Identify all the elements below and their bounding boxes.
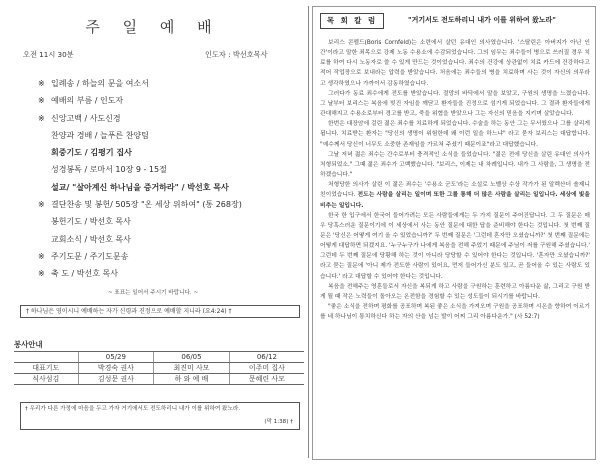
standing-mark: ※ [38, 96, 45, 106]
list-item [38, 235, 300, 252]
list-item [38, 217, 300, 234]
service-cell: 박경숙 권사 [78, 363, 154, 374]
list-item [38, 269, 300, 286]
standing-mark: ※ [38, 251, 45, 261]
column-paragraph-text: 그러다가 동료 죄수에게 전도를 받았습니다. 절망의 바닥에서 말을 보았고, 구원의 생명을 느꼈습니다. 그 날부터 보리스는 복음에 빚진 자임을 깨닫고 환자들을 진정으로 섬기게 되었습니다. 그 결과 환자들에게 관대해지고 수용소로부터 경고를 받고, 죽을 위협을 받았으나 그는 자신의 믿음을 지키며 살았습니다. [320, 90, 590, 118]
order-item-text: 예배의 부름 / 인도자 [51, 96, 124, 106]
order-item-text: 교회소식 / 박선호 목사 [51, 234, 131, 244]
order-item-text: 입례송 / 하늘의 문을 여소서 [51, 79, 149, 88]
list-item [38, 200, 300, 217]
column-paragraph-text: 복음을 전해주는 영혼들로서 자신을 복되게 하고 사람을 구원하는 훈련하고 아름다운 삶, 그리고 구원 받게 될 때 작은 노력들이 돌아오는 온전함을 경험할 수 있는 성도들이 되시기를 바랍니다. [320, 283, 590, 300]
column-paragraph [320, 38, 590, 89]
order-item-text: 결단찬송 및 봉헌/ 505장 "온 세상 위하여" (통 268장) [51, 200, 242, 210]
standing-mark: ※ [38, 200, 45, 210]
order-item-text: 신앙고백 / 사도신경 [51, 113, 121, 123]
scripture-reference: (막 1:38) † [264, 418, 293, 425]
service-header-cell: 06/05 [154, 352, 230, 363]
column-paragraph-text: 처형당한 의사가 살린 이 젊은 죄수는 '수용소 군도'라는 소설로 노벨상 수상 작가가 된 알렉산더 솔제니친이었습니다. [320, 182, 590, 199]
scripture-box [20, 402, 300, 430]
order-item-text: 주기도문 / 주기도문송 [51, 251, 129, 261]
service-header-cell: 05/29 [78, 352, 154, 363]
service-cell: 김성문 권사 [78, 374, 154, 385]
list-item [38, 252, 300, 269]
list-item [38, 79, 300, 96]
list-item [38, 165, 300, 182]
standing-note: ~ 표표는 일어서 주시기 바랍니다. ~ [107, 290, 199, 296]
standing-mark: ※ [38, 269, 45, 279]
verse-box: † 하나님은 영이시니 예배하는 자가 신령과 진정으로 예배할 지니라 (요4:24) † [20, 305, 300, 318]
list-item [38, 96, 300, 113]
column-paragraph [320, 302, 590, 322]
column-paragraph-text: 한번은 대장암에 걸린 젊은 죄수를 치료하게 되었습니다. 수술을 하는 동안 그는 무서웠으나 그를 살리게 됩니다. 치료받는 환자는 "당신의 생명이 위험한데 왜 이런 일을 하느냐" 라고 묻자 보리스는 대답합니다. "예수께서 당신이 너무도 소중한 존재임을 가르쳐 주셨기 때문이죠"라고 대답했습니다. [320, 121, 590, 148]
service-leader: 인도자 : 박선호목사 [205, 50, 268, 59]
service-header-cell: 06/12 [229, 352, 304, 363]
column-paragraph-text: "좋은 소식을 전하며 평화를 공포하며 복된 좋은 소식을 가져오며 구원을 공포하며 시온을 향하여 이르기를 네 하나님이 통치하신다 하는 자의 산을 넘는 발이 어찌 그리 아름다운가." (사 52:7) [320, 304, 590, 321]
column-body [320, 38, 590, 322]
service-cell: 대표기도 [14, 363, 78, 374]
column-paragraph [320, 180, 590, 210]
standing-mark: ※ [38, 113, 45, 123]
column-paragraph [320, 211, 590, 282]
order-item-text: 축 도 / 박선호 목사 [51, 269, 118, 279]
column-paragraph-text: 한국 한 입구에서 한국어 들어가려는 모든 사람들에게는 두 가지 질문이 주어진답니다. 그 두 질문은 매우 당혹스러운 질문이기에 이 세상에서 사는 동안 질문에 대한 답을 준비해야 한다는 것입니다. 첫 번째 질문은 '당신은 어떻게 여기 올 수 있었습니까?' 두 번째 질문은 '그런데 혼자만 오셨습니까?' 첫 번째 질문에는 어떻게 대답하면 되겠지요. '누구누구가 나에게 복음을 전해 주었기 때문에 주님이 저를 구원해 주셨습니다.' 그런데 두 번째 질문에 당황해 하는 것이 아니라 당당할 수 있어야 한다는 것입니다. '혼자만 오셨습니까?' 라고 묻는 질문에 '아니 제가 전도한 사람이 있어요, 먼저 들어가신 분도 있고, 곧 들어올 수 있는 사람도 있습니다.' 라고 대답할 수 있어야 한다는 것입니다. [320, 212, 590, 280]
table-row [14, 374, 304, 385]
page-divider [308, 6, 309, 458]
service-cell: 최진미 사모 [154, 363, 230, 374]
bulletin-title: 주 일 예 배 [85, 18, 221, 36]
column-paragraph-text: 보리스 콘펠드(Boris Cornfeld)는 소련에서 살던 유대인 의사였습니다. '스탈린은 아버지가 아닌 인간'이라고 말한 죄목으로 강제 노동 수용소에 수감되었습니다. 그의 임무는 죄수들이 병으로 쓰러질 경우 치료를 하여 다시 노동자로 쓸 수 있게 만드는 것이었습니다. 죄수의 건강에 상관없이 치료 카드에 건강하다고 적어 작업장으로 보내라는 압력을 받았습니다. 처음에는 죄수들의 병을 치료하며 사는 것이 자신의 의무라고 생각하였으나 가까이서 감동하였습니다. [320, 40, 590, 87]
order-item-text: 찬양과 경배 / 늘푸른 찬양팀 [51, 130, 149, 140]
list-item [38, 183, 300, 200]
scripture-text: † 우리가 다른 가정에 마음을 두고 가자 거기에서도 전도하리니 내가 이를 위하여 왔노라. [25, 406, 241, 412]
service-cell: 문혜린 사모 [229, 374, 304, 385]
list-item [38, 114, 300, 131]
service-table-header [14, 352, 304, 363]
column-paragraph [320, 282, 590, 302]
service-header-cell [14, 352, 78, 363]
list-item [38, 148, 300, 165]
service-time: 오전 11시 30분 [23, 50, 74, 59]
order-item-text: 설교/ "살아계신 하나님을 증거하라" / 박선호 목사 [51, 182, 229, 192]
service-table [14, 351, 304, 385]
column-emphasis-text: 전도는 사람을 살리는 일이며 또한 그를 통해 더 많은 사람을 살리는 일입니다. 세상에 빛을 비추는 일입니다. [320, 192, 590, 209]
column-right-page [312, 0, 600, 465]
column-paragraph [320, 150, 590, 180]
service-section-title: 봉사안내 [14, 340, 43, 349]
order-of-worship [38, 79, 300, 287]
order-item-text: 회중기도 / 김평기 집사 [51, 148, 132, 158]
list-item [38, 131, 300, 148]
service-cell: 식사섬김 [14, 374, 78, 385]
column-paragraph [320, 119, 590, 149]
order-item-text: 봉헌기도 / 박선호 목사 [51, 217, 131, 227]
column-paragraph-text: 그날 저녁 젊은 죄수는 간수로부터 충격적인 소식을 들었습니다. "젊은 전에 당신을 살린 유대인 의사가 처형되었소." 그때 젊은 죄수가 고백했습니다. "보리스, 이제는 내 차례입니다. 내가 그 사람을, 그 생명을 전하겠습니다." [320, 151, 590, 179]
standing-mark: ※ [38, 79, 45, 88]
column-paragraph [320, 89, 590, 119]
service-cell: 이주미 집사 [229, 363, 304, 374]
service-cell: 하 와 예 배 [154, 374, 230, 385]
order-item-text: 성경봉독 / 로마서 10장 9 - 15절 [51, 165, 167, 175]
column-label: 목 회 칼 럼 [320, 13, 384, 29]
table-row [14, 363, 304, 374]
column-title: "거기서도 전도하리니 내가 이를 위하여 왔노라" [408, 16, 556, 24]
